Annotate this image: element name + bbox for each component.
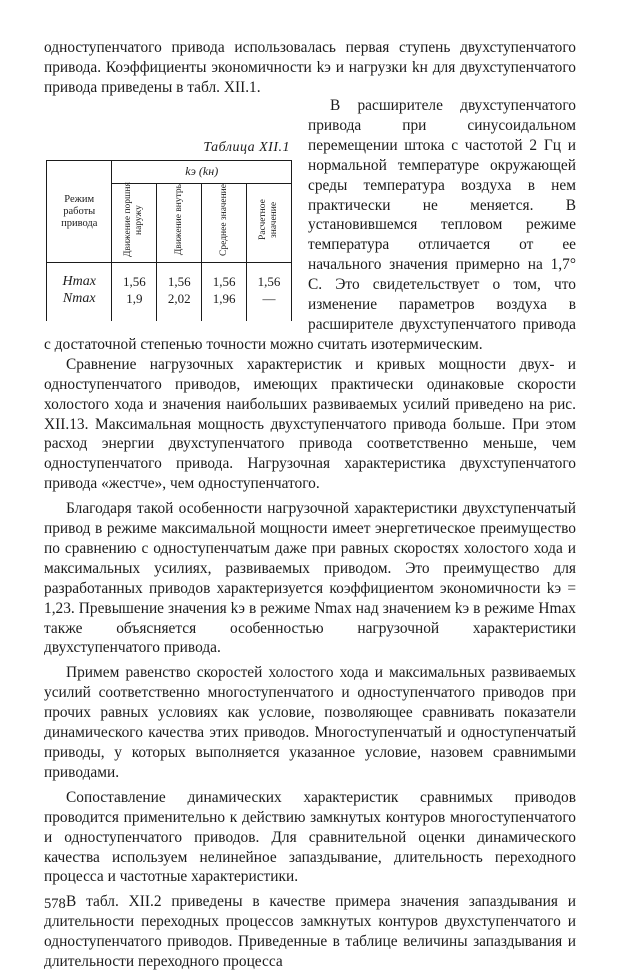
header-col-3: Среднее значение [202, 184, 247, 263]
col-1-values [112, 263, 157, 322]
header-col-2: Движение внутрь [157, 184, 202, 263]
col-4-values [247, 263, 292, 322]
col-3-values [202, 263, 247, 322]
paragraph-4: Благодаря такой особенности нагрузочной характеристики двухступенчатый привод в режиме максимальной мощности имеет энергетическое преимущество по сравнению с одноступенчатым даже при равных скоростях холостого хода и максимальных усилиях, развиваемых приводом. Это преимущество для разработанных приводов характеризуется коэффициентом экономичности kэ = 1,23. Превышение значения kэ в режиме Nmax над значением kэ в режиме Hmax также объясняется особенностью нагрузочной характеристики двухступенчатого привода. [44, 500, 576, 657]
table-body [47, 263, 292, 322]
cell-r2-c1: 1,9 [126, 291, 143, 306]
cell-r2-c4: — [262, 291, 276, 306]
text-column-top [44, 38, 576, 98]
header-k: kэ (kн) [112, 161, 292, 184]
paragraph-3: Сравнение нагрузочных характеристик и кривых мощности двух- и одноступенчатого приводов, имеющих практически одинаковые скорости холостого хода и значения наибольших развиваемых усилий приведено на рис. XII.13. Максимальная мощность двухступенчатого привода больше. При этом расход энергии двухступенчатого привода соответственно меньше, чем одноступенчатого привода. Нагрузочная характеристика двухступенчатого привода «жестче», чем одноступенчатого. [44, 355, 576, 493]
row-2-mode: Nmax [62, 291, 96, 306]
paragraph-2: В расширителе двухступенчатого привода при синусоидальном перемещении штока с частотой 2 Гц и нормальной температуре окружающей среды температура воздуха в нем практически не меняется. В установившемся тепловом режиме температура отличается от ее начального значения примерно на 1,7° С. Это свидетельствует о том, что изменение параметров воздуха в расширителе двухступенчатого привода с достаточной степенью точности можно считать изотермическим. [44, 97, 576, 353]
paragraph-1: одноступенчатого привода использовалась первая ступень двухступенчатого привода. Коэффициенты экономичности kэ и нагрузки kн для двухступенчатого привода приведены в табл. XII.1. [44, 39, 576, 96]
cell-r1-c3: 1,56 [212, 274, 236, 289]
table-caption: Таблица XII.1 [203, 140, 290, 155]
row-modes [47, 263, 112, 322]
row-1-mode: Hmax [62, 274, 96, 289]
header-col-1: Движение поршня наружу [112, 184, 157, 263]
header-col-4: Расчетное значение [247, 184, 292, 263]
cell-r2-c2: 2,02 [167, 291, 191, 306]
text-column-main [44, 96, 576, 972]
coefficient-table [46, 160, 292, 321]
page-number: 578 [44, 896, 66, 912]
header-mode: Режим работы привода [47, 161, 112, 263]
cell-r1-c2: 1,56 [167, 274, 191, 289]
cell-r2-c3: 1,96 [212, 291, 236, 306]
paragraph-6: Сопоставление динамических характеристик сравнимых приводов проводится применительно к действию замкнутых контуров многоступенчатого и одноступенчатого приводов. Для сравнительной оценки динамического качества используем нелинейное запаздывание, длительность переходного процесса и частотные характеристики. [44, 788, 576, 886]
table-xii-1 [44, 98, 294, 334]
cell-r1-c1: 1,56 [123, 274, 146, 289]
cell-r1-c4: 1,56 [257, 274, 281, 289]
paragraph-5: Примем равенство скоростей холостого хода и максимальных развиваемых усилий соответственно многоступенчатого и одноступенчатого приводов при прочих равных условиях как условие, позволяющее сравнивать показатели динамического качества этих приводов. Многоступенчатый и одноступенчатый приводы, у которых выполняется указанное условие, назовем сравнимыми приводами. [44, 664, 576, 781]
paragraph-7: В табл. XII.2 приведены в качестве примера значения запаздывания и длительности переходных процессов замкнутых контуров двухступенчатого и одноступенчатого приводов. Приведенные в таблице величины запаздывания и длительности переходного процесса [44, 893, 576, 971]
col-2-values [157, 263, 202, 322]
